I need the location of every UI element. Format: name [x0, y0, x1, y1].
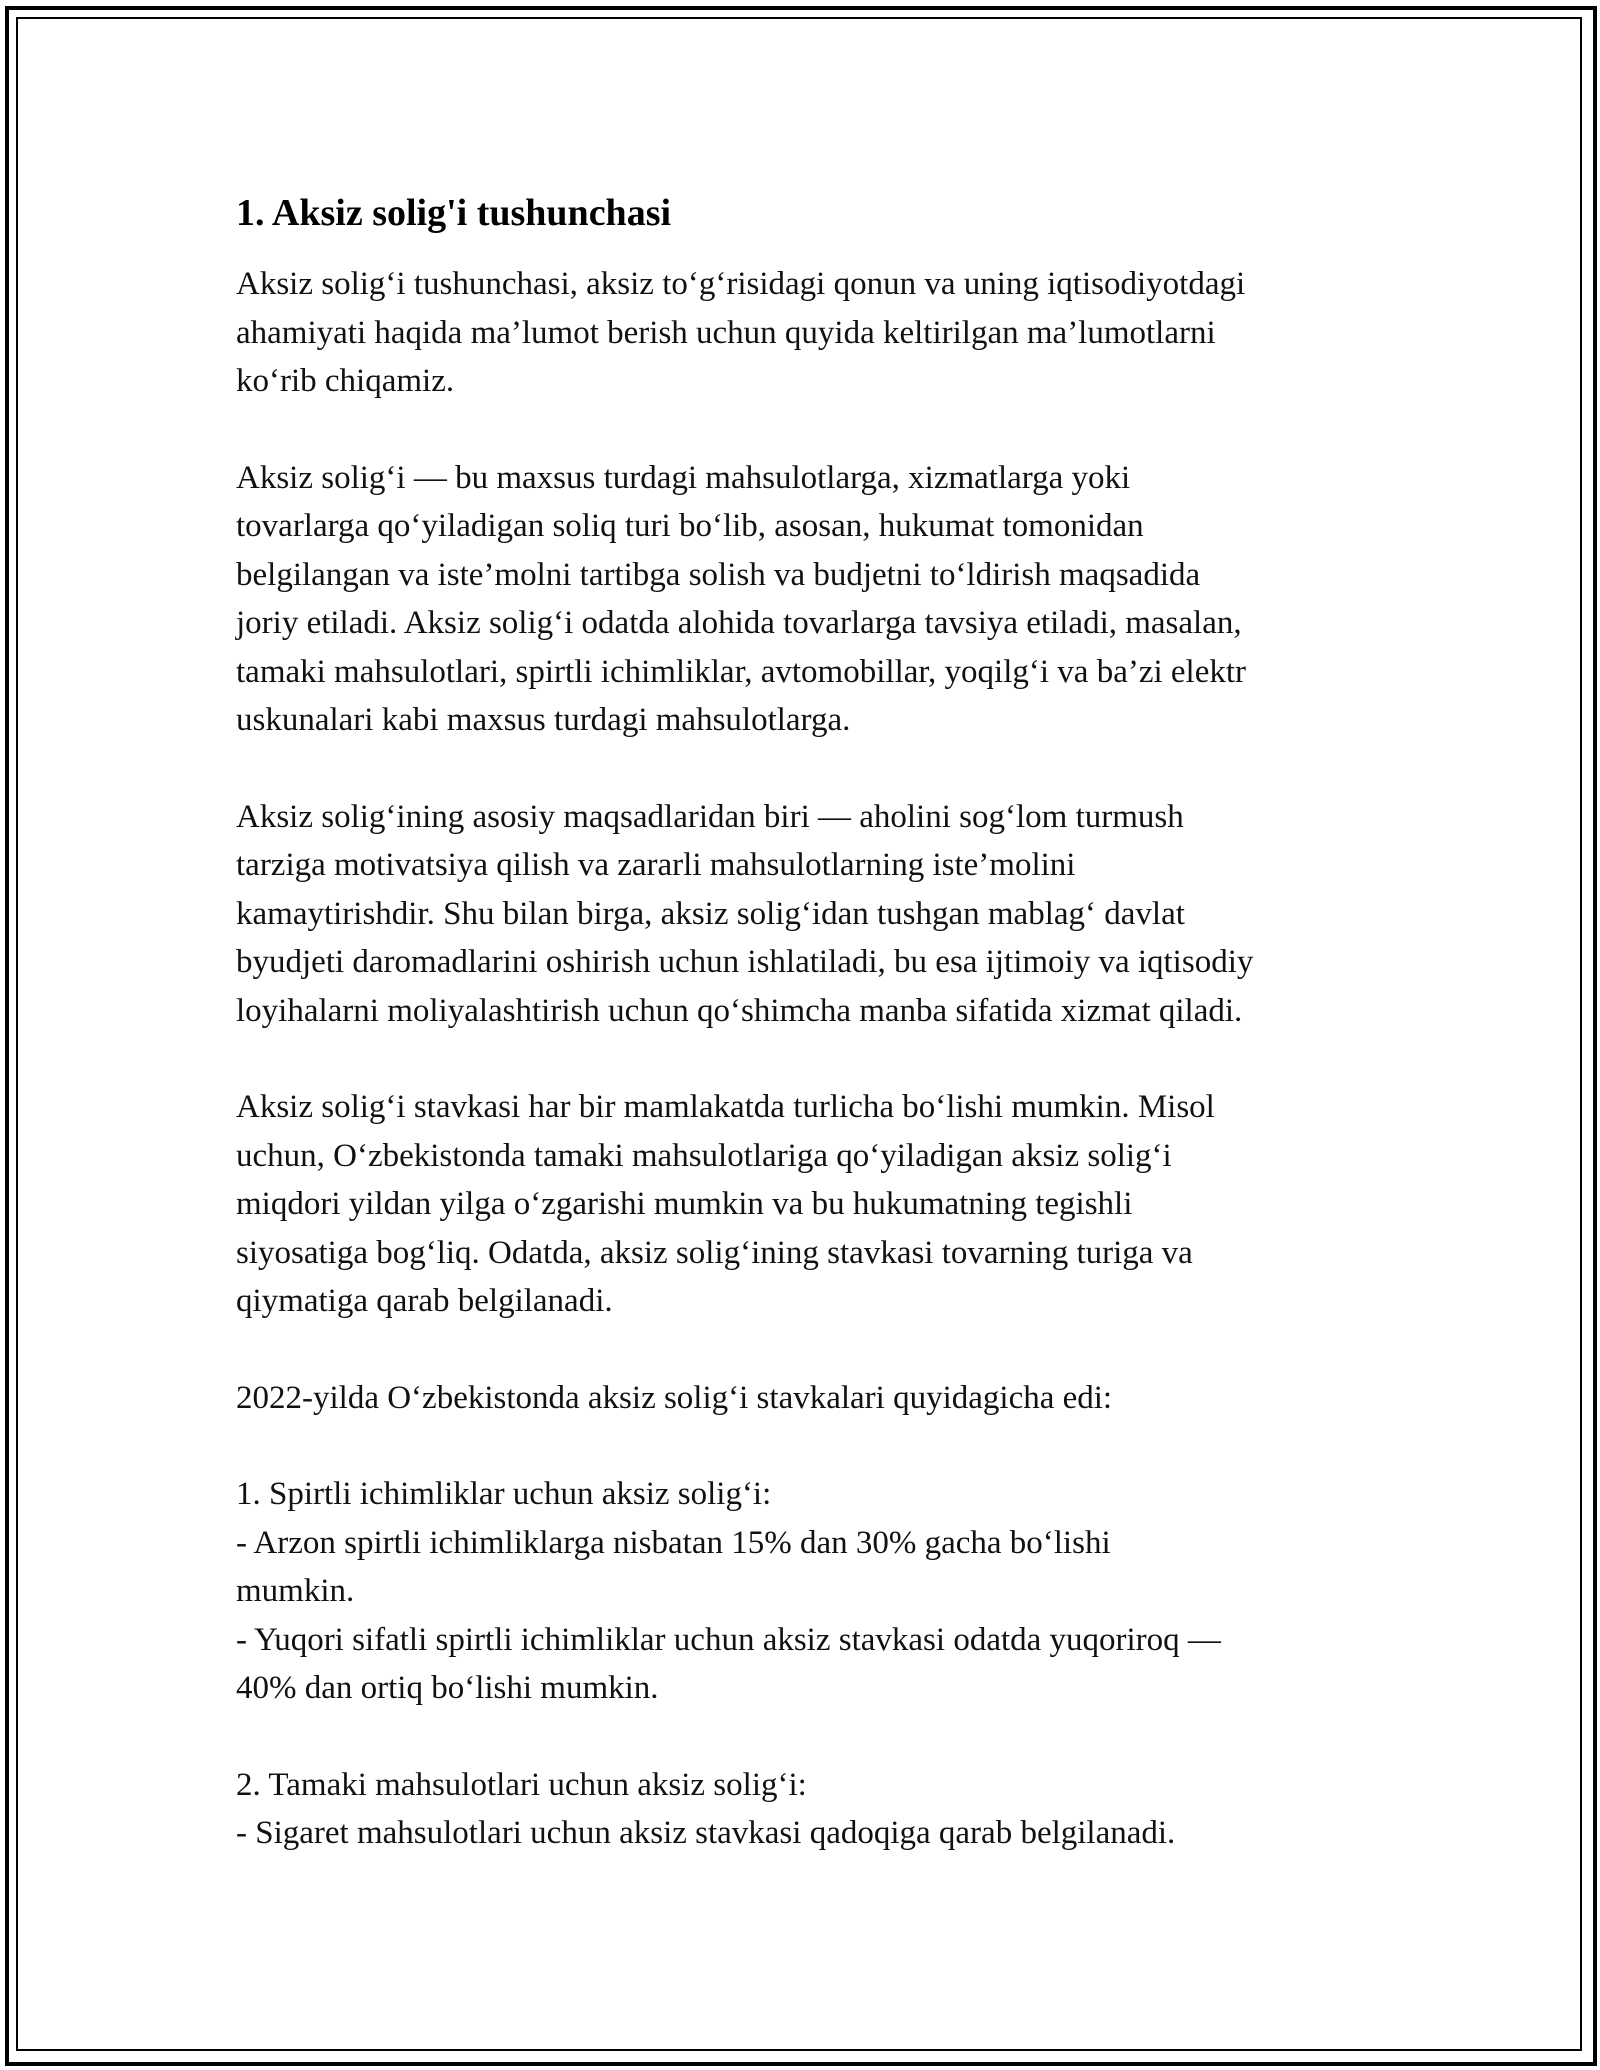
section-heading: 1. Aksiz solig'i tushunchasi	[236, 192, 672, 234]
paragraph-definition: Aksiz solig‘i — bu maxsus turdagi mahsulotlarga, xizmatlarga yoki tovarlarga qo‘yiladigan soliq turi bo‘lib, asosan, hukumat tomonidan belgilangan va iste’molni tartibga solish va budjetni to‘ldirish maqsadida joriy etiladi. Aksiz solig‘i odatda alohida tovarlarga tavsiya etiladi, masalan, tamaki mahsulotlari, spirtli ichimliklar, avtomobillar, yoqilg‘i va ba’zi elektr uskunalari kabi maxsus turdagi mahsulotlarga.	[236, 459, 1247, 738]
document-body	[236, 186, 1376, 1906]
list-subitem: - Yuqori sifatli spirtli ichimliklar uchun aksiz stavkasi odatda yuqoriroq — 40% dan ortiq bo‘lishi mumkin.	[236, 1621, 1221, 1706]
list-item-alcohol	[236, 1470, 1376, 1713]
paragraph-rates: Aksiz solig‘i stavkasi har bir mamlakatda turlicha bo‘lishi mumkin. Misol uchun, O‘zbekistonda tamaki mahsulotlariga qo‘yiladigan aksiz solig‘i miqdori yildan yilga o‘zgarishi mumkin va bu hukumatning tegishli siyosatiga bog‘liq. Odatda, aksiz solig‘ining stavkasi tovarning turiga va qiymatiga qarab belgilanadi.	[236, 1089, 1215, 1319]
paragraph-intro: Aksiz solig‘i tushunchasi, aksiz to‘g‘risidagi qonun va uning iqtisodiyotdagi ahamiyati haqida ma’lumot berish uchun quyida keltirilgan ma’lumotlarni ko‘rib chiqamiz.	[236, 266, 1246, 399]
paragraph-purpose: Aksiz solig‘ining asosiy maqsadlaridan biri — aholini sog‘lom turmush tarziga motivatsiya qilish va zararli mahsulotlarning iste’molini kamaytirishdir. Shu bilan birga, aksiz solig‘idan tushgan mablag‘ davlat byudjeti daromadlarini oshirish uchun ishlatiladi, bu esa ijtimoiy va iqtisodiy loyihalarni moliyalashtirish uchun qo‘shimcha manba sifatida xizmat qiladi.	[236, 798, 1254, 1029]
list-subitem: - Arzon spirtli ichimliklarga nisbatan 15% dan 30% gacha bo‘lishi mumkin.	[236, 1524, 1111, 1609]
list-item-title: 2. Tamaki mahsulotlari uchun aksiz solig‘i:	[236, 1766, 807, 1803]
list-item-title: 1. Spirtli ichimliklar uchun aksiz solig‘i:	[236, 1476, 772, 1512]
list-item-tobacco	[236, 1761, 1376, 1858]
list-subitem: - Sigaret mahsulotlari uchun aksiz stavkasi qadoqiga qarab belgilanadi.	[236, 1815, 1176, 1851]
paragraph-2022-rates: 2022-yilda O‘zbekistonda aksiz solig‘i stavkalari quyidagicha edi:	[236, 1379, 1113, 1416]
